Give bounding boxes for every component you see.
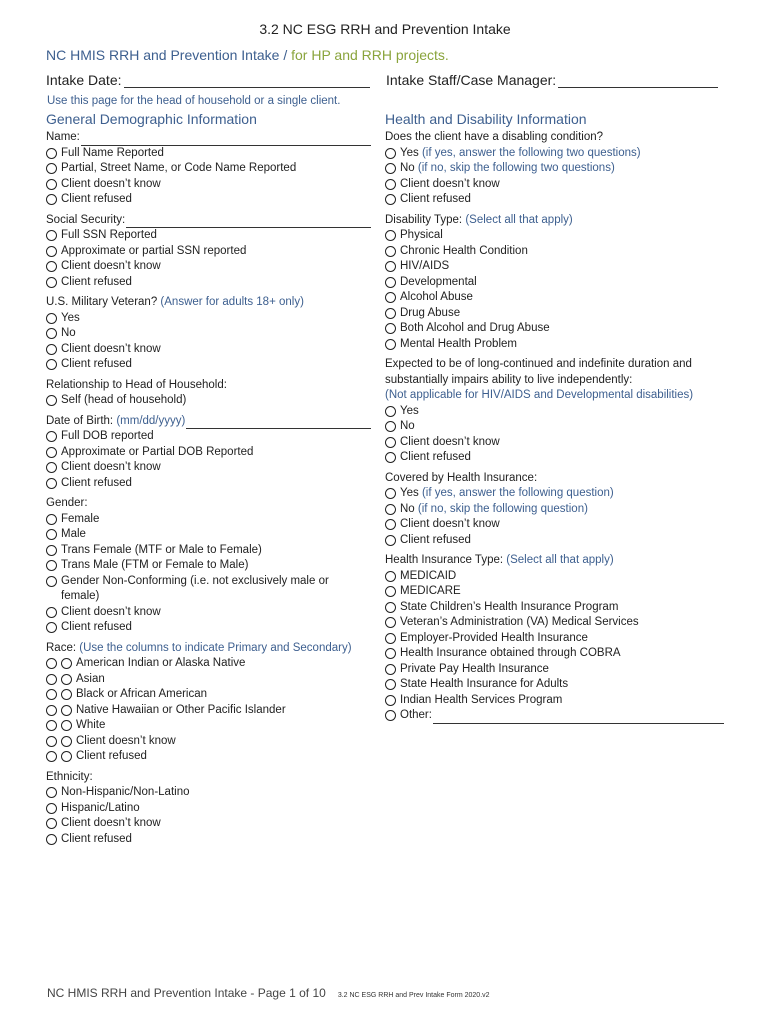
radio-option[interactable] — [385, 450, 730, 466]
footer-page-label: NC HMIS RRH and Prevention Intake - Page 1 of 10 — [47, 986, 326, 1000]
option-label: Native Hawaiian or Other Pacific Islander — [76, 703, 286, 716]
option-label: No — [61, 327, 76, 339]
option-label: Yes — [400, 487, 419, 499]
option-label: Hispanic/Latino — [61, 801, 140, 814]
option-label: Full SSN Reported — [61, 229, 157, 241]
radio-circle[interactable] — [46, 818, 57, 829]
radio-circle[interactable] — [385, 292, 396, 303]
radio-circle[interactable] — [385, 163, 396, 174]
radio-option-pair[interactable] — [46, 718, 371, 734]
radio-circle[interactable] — [46, 148, 57, 159]
option-label: Client doesn’t know — [61, 461, 161, 473]
option-label: Client doesn’t know — [400, 518, 500, 530]
primary-radio-circle[interactable] — [46, 689, 57, 700]
primary-radio-circle[interactable] — [46, 720, 57, 731]
option-note: (if no, skip the following question) — [414, 502, 588, 515]
radio-option[interactable] — [385, 306, 730, 322]
health-disability-heading: Health and Disability Information — [385, 111, 587, 127]
option-label: Client refused — [61, 358, 132, 370]
radio-option[interactable] — [46, 460, 371, 476]
left-column — [46, 110, 371, 847]
radio-circle[interactable] — [46, 529, 57, 540]
option-label: Full Name Reported — [61, 146, 164, 159]
radio-circle[interactable] — [385, 679, 396, 690]
radio-option[interactable] — [385, 533, 730, 549]
ethnicity-question: Ethnicity: — [46, 770, 93, 783]
radio-circle[interactable] — [385, 602, 396, 613]
radio-option[interactable] — [46, 445, 371, 461]
option-label: No — [400, 162, 415, 174]
option-label: Female — [61, 512, 100, 525]
radio-option[interactable] — [385, 337, 730, 353]
secondary-radio-circle[interactable] — [61, 751, 72, 762]
radio-option-pair[interactable] — [46, 749, 371, 765]
option-label-continued: female) — [61, 590, 100, 602]
radio-circle[interactable] — [46, 395, 57, 406]
radio-option[interactable] — [46, 801, 371, 817]
right-column — [385, 110, 730, 724]
radio-circle[interactable] — [385, 261, 396, 272]
radio-option[interactable] — [46, 574, 371, 590]
option-label: Developmental — [400, 275, 477, 288]
option-label: Yes — [61, 311, 80, 324]
option-label: Indian Health Services Program — [400, 693, 563, 706]
option-label: Self (head of household) — [61, 394, 187, 406]
radio-circle[interactable] — [385, 488, 396, 499]
name-input-line[interactable] — [81, 135, 371, 146]
race-question — [46, 641, 371, 657]
radio-option[interactable] — [46, 244, 371, 260]
radio-circle[interactable] — [385, 519, 396, 530]
secondary-radio-circle[interactable] — [61, 674, 72, 685]
option-label: Client refused — [61, 275, 132, 288]
radio-option[interactable] — [46, 228, 371, 244]
option-label: Client refused — [61, 832, 132, 845]
radio-option[interactable] — [385, 321, 730, 337]
radio-circle[interactable] — [385, 586, 396, 597]
dob-note: (mm/dd/yyyy) — [116, 414, 186, 427]
ssn-field — [46, 213, 371, 229]
option-label: Veteran’s Administration (VA) Medical Services — [400, 616, 639, 628]
radio-circle[interactable] — [46, 447, 57, 458]
name-field — [46, 130, 371, 146]
option-label: Client doesn’t know — [61, 605, 161, 618]
radio-circle[interactable] — [385, 504, 396, 515]
option-label: State Children’s Health Insurance Program — [400, 600, 619, 613]
radio-circle[interactable] — [385, 633, 396, 644]
option-label: Male — [61, 528, 86, 540]
radio-circle[interactable] — [385, 452, 396, 463]
option-label: Employer-Provided Health Insurance — [400, 631, 588, 644]
gender-options — [46, 512, 371, 636]
radio-circle[interactable] — [46, 576, 57, 587]
primary-radio-circle[interactable] — [46, 658, 57, 669]
option-label: White — [76, 719, 106, 731]
radio-circle[interactable] — [46, 261, 57, 272]
intake-date-field — [46, 72, 370, 88]
radio-circle[interactable] — [385, 194, 396, 205]
radio-circle[interactable] — [385, 308, 396, 319]
disabling-question: Does the client have a disabling condition? — [385, 131, 604, 143]
option-note: (if no, skip the following two questions) — [414, 162, 615, 174]
radio-option[interactable] — [46, 785, 371, 801]
intake-staff-field — [386, 72, 718, 88]
radio-circle[interactable] — [46, 359, 57, 370]
option-label: Non-Hispanic/Non-Latino — [61, 786, 190, 798]
option-label: Gender Non-Conforming (i.e. not exclusively male or — [61, 574, 329, 587]
expected-note: (Not applicable for HIV/AIDS and Developmental disabilities) — [385, 389, 694, 401]
radio-option[interactable] — [385, 615, 730, 631]
disabling-options — [385, 146, 730, 208]
radio-option[interactable] — [46, 816, 371, 832]
secondary-radio-circle[interactable] — [61, 736, 72, 747]
radio-circle[interactable] — [46, 622, 57, 633]
radio-circle[interactable] — [385, 230, 396, 241]
radio-circle[interactable] — [385, 664, 396, 675]
ethnicity-options — [46, 785, 371, 847]
radio-option[interactable] — [46, 342, 371, 358]
radio-circle[interactable] — [46, 834, 57, 845]
secondary-radio-circle[interactable] — [61, 658, 72, 669]
radio-option[interactable] — [385, 631, 730, 647]
radio-circle[interactable] — [46, 560, 57, 571]
radio-circle[interactable] — [385, 571, 396, 582]
disability-type-note: (Select all that apply) — [465, 213, 573, 226]
option-label: Client doesn’t know — [61, 177, 161, 190]
option-note: (if yes, answer the following two questions) — [418, 146, 641, 159]
radio-circle[interactable] — [46, 277, 57, 288]
option-label: Trans Male (FTM or Female to Male) — [61, 559, 249, 571]
option-label: Private Pay Health Insurance — [400, 662, 549, 675]
radio-circle[interactable] — [46, 787, 57, 798]
radio-option[interactable] — [385, 584, 730, 600]
radio-option[interactable] — [385, 486, 730, 502]
option-label: Approximate or Partial DOB Reported — [61, 445, 254, 458]
radio-option[interactable] — [385, 600, 730, 616]
radio-circle[interactable] — [385, 406, 396, 417]
option-label: MEDICARE — [400, 585, 461, 597]
option-label: Both Alcohol and Drug Abuse — [400, 322, 550, 334]
radio-option[interactable] — [46, 558, 371, 574]
radio-option[interactable] — [385, 677, 730, 693]
expected-options — [385, 404, 730, 466]
intake-staff-input-line[interactable] — [558, 75, 718, 88]
veteran-options — [46, 311, 371, 373]
subtitle-main: NC HMIS RRH and Prevention Intake / — [46, 47, 288, 63]
option-label: State Health Insurance for Adults — [400, 678, 569, 690]
option-label: Other: — [400, 709, 432, 721]
radio-circle[interactable] — [46, 344, 57, 355]
dob-options — [46, 429, 371, 491]
radio-circle[interactable] — [46, 179, 57, 190]
form-subtitle — [46, 47, 449, 63]
ssn-label: Social Security: — [46, 213, 126, 226]
radio-circle[interactable] — [385, 421, 396, 432]
health-insurance-options — [385, 486, 730, 548]
radio-circle[interactable] — [46, 328, 57, 339]
radio-option[interactable] — [46, 527, 371, 543]
option-label: Black or African American — [76, 688, 208, 700]
radio-option[interactable] — [385, 502, 730, 518]
radio-option[interactable] — [385, 517, 730, 533]
option-label: Yes — [400, 404, 419, 417]
radio-circle[interactable] — [385, 535, 396, 546]
radio-option[interactable] — [385, 646, 730, 662]
radio-option[interactable] — [385, 693, 730, 709]
footer-form-id: 3.2 NC ESG RRH and Prev Intake Form 2020.v2 — [337, 992, 490, 999]
disability-type-question — [385, 213, 730, 229]
radio-circle[interactable] — [46, 514, 57, 525]
relationship-question: Relationship to Head of Household: — [46, 378, 227, 391]
radio-circle[interactable] — [385, 277, 396, 288]
race-label: Race: — [46, 641, 77, 654]
radio-option[interactable] — [46, 192, 371, 208]
option-label: Alcohol Abuse — [400, 291, 473, 303]
name-options — [46, 146, 371, 208]
radio-circle[interactable] — [385, 246, 396, 257]
secondary-radio-circle[interactable] — [61, 689, 72, 700]
option-label: Physical — [400, 229, 443, 241]
radio-circle[interactable] — [385, 648, 396, 659]
radio-option[interactable] — [385, 662, 730, 678]
radio-option[interactable] — [385, 146, 730, 162]
option-label: Mental Health Problem — [400, 337, 517, 350]
option-label: Client refused — [61, 621, 132, 633]
option-label: Client refused — [400, 533, 471, 546]
radio-option[interactable] — [46, 512, 371, 528]
option-label: Client doesn’t know — [61, 817, 161, 829]
primary-radio-circle[interactable] — [46, 736, 57, 747]
option-label: Client refused — [400, 193, 471, 205]
insurance-type-label: Health Insurance Type: — [385, 554, 504, 566]
relationship-options — [46, 393, 371, 409]
option-label: No — [400, 420, 415, 432]
radio-option[interactable] — [46, 393, 371, 409]
radio-circle[interactable] — [46, 163, 57, 174]
secondary-radio-circle[interactable] — [61, 720, 72, 731]
radio-circle[interactable] — [46, 194, 57, 205]
option-label: Chronic Health Condition — [400, 244, 528, 257]
intake-date-input-line[interactable] — [124, 75, 370, 88]
radio-circle[interactable] — [46, 803, 57, 814]
option-label: Client refused — [76, 750, 147, 762]
option-label: Client doesn’t know — [400, 177, 500, 190]
radio-option[interactable] — [46, 259, 371, 275]
radio-option[interactable] — [46, 146, 371, 162]
race-options — [46, 656, 371, 765]
radio-option-pair[interactable] — [46, 672, 371, 688]
radio-option[interactable] — [385, 259, 730, 275]
general-demographic-heading: General Demographic Information — [46, 111, 257, 127]
option-label: MEDICAID — [400, 569, 457, 582]
radio-option[interactable] — [46, 620, 371, 636]
option-label: Partial, Street Name, or Code Name Reported — [61, 162, 297, 174]
gender-question: Gender: — [46, 497, 88, 509]
option-label: No — [400, 502, 415, 515]
veteran-label: U.S. Military Veteran? — [46, 296, 158, 308]
option-label: Approximate or partial SSN reported — [61, 244, 247, 257]
radio-circle[interactable] — [385, 617, 396, 628]
radio-circle[interactable] — [46, 230, 57, 241]
radio-circle[interactable] — [385, 148, 396, 159]
option-label: Trans Female (MTF or Male to Female) — [61, 543, 262, 556]
page-note: Use this page for the head of household or a single client. — [47, 95, 341, 107]
radio-option[interactable] — [385, 290, 730, 306]
radio-circle[interactable] — [385, 179, 396, 190]
radio-circle[interactable] — [46, 246, 57, 257]
intake-date-label: Intake Date: — [46, 72, 122, 88]
option-label: Client refused — [61, 193, 132, 205]
insurance-type-note: (Select all that apply) — [506, 554, 614, 566]
radio-circle[interactable] — [385, 710, 396, 721]
dob-input-line[interactable] — [186, 418, 371, 429]
option-label: Asian — [76, 672, 105, 685]
radio-option[interactable] — [385, 404, 730, 420]
expected-line-2: substantially impairs ability to live independently: — [385, 373, 633, 386]
option-label: Client refused — [61, 476, 132, 489]
radio-option[interactable] — [385, 569, 730, 585]
subtitle-accent: for HP and RRH projects. — [287, 47, 449, 63]
radio-circle[interactable] — [385, 323, 396, 334]
radio-option[interactable] — [46, 832, 371, 848]
option-label: Full DOB reported — [61, 430, 154, 442]
radio-option[interactable] — [385, 177, 730, 193]
radio-circle[interactable] — [385, 339, 396, 350]
option-label: Client refused — [400, 451, 471, 463]
radio-option-pair[interactable] — [46, 687, 371, 703]
intake-staff-label: Intake Staff/Case Manager: — [386, 72, 557, 88]
radio-option[interactable] — [46, 275, 371, 291]
health-insurance-question: Covered by Health Insurance: — [385, 471, 538, 484]
ssn-input-line[interactable] — [126, 217, 371, 228]
radio-circle[interactable] — [385, 437, 396, 448]
radio-option-pair[interactable] — [46, 656, 371, 672]
expected-line-1: Expected to be of long-continued and indefinite duration and — [385, 358, 692, 370]
option-label: Client doesn’t know — [61, 342, 161, 355]
radio-option[interactable] — [385, 244, 730, 260]
option-label: Health Insurance obtained through COBRA — [400, 647, 621, 659]
radio-option-pair[interactable] — [46, 703, 371, 719]
expected-duration-question — [385, 357, 730, 404]
radio-option-other[interactable] — [385, 708, 730, 724]
radio-circle[interactable] — [46, 478, 57, 489]
radio-option[interactable] — [46, 161, 371, 177]
radio-option[interactable] — [385, 435, 730, 451]
page-footer — [47, 986, 490, 1000]
radio-option[interactable] — [385, 192, 730, 208]
insurance-type-options — [385, 569, 730, 724]
ssn-options — [46, 228, 371, 290]
primary-radio-circle[interactable] — [46, 674, 57, 685]
radio-option[interactable] — [385, 161, 730, 177]
option-label: American Indian or Alaska Native — [76, 657, 246, 669]
radio-circle[interactable] — [46, 607, 57, 618]
dob-label: Date of Birth: — [46, 414, 114, 427]
disability-type-options — [385, 228, 730, 352]
radio-option[interactable] — [46, 543, 371, 559]
radio-option[interactable] — [46, 357, 371, 373]
radio-circle[interactable] — [385, 695, 396, 706]
option-label: HIV/AIDS — [400, 260, 450, 272]
primary-radio-circle[interactable] — [46, 705, 57, 716]
disability-type-label: Disability Type: — [385, 213, 463, 226]
document-title: 3.2 NC ESG RRH and Prevention Intake — [259, 21, 511, 37]
radio-option[interactable] — [46, 605, 371, 621]
radio-option[interactable] — [385, 419, 730, 435]
radio-circle[interactable] — [46, 313, 57, 324]
dob-field — [46, 414, 371, 430]
radio-circle[interactable] — [46, 462, 57, 473]
option-label: Client doesn’t know — [61, 260, 161, 272]
option-label: Client doesn’t know — [400, 435, 500, 448]
primary-radio-circle[interactable] — [46, 751, 57, 762]
option-label: Drug Abuse — [400, 306, 461, 319]
radio-option[interactable] — [46, 311, 371, 327]
race-note: (Use the columns to indicate Primary and Secondary) — [79, 641, 352, 654]
name-label: Name: — [46, 131, 80, 143]
option-label: Client doesn’t know — [76, 734, 176, 747]
radio-option[interactable] — [46, 326, 371, 342]
other-input-line[interactable] — [433, 713, 724, 724]
radio-option[interactable] — [385, 228, 730, 244]
veteran-question — [46, 295, 371, 311]
radio-option[interactable] — [46, 476, 371, 492]
radio-circle[interactable] — [46, 431, 57, 442]
radio-option-pair[interactable] — [46, 734, 371, 750]
option-label: Yes — [400, 146, 419, 159]
radio-option[interactable] — [46, 177, 371, 193]
veteran-note: (Answer for adults 18+ only) — [160, 296, 304, 308]
insurance-type-question — [385, 553, 730, 569]
radio-option[interactable] — [385, 275, 730, 291]
radio-circle[interactable] — [46, 545, 57, 556]
option-note: (if yes, answer the following question) — [418, 487, 614, 499]
radio-option[interactable] — [46, 429, 371, 445]
secondary-radio-circle[interactable] — [61, 705, 72, 716]
